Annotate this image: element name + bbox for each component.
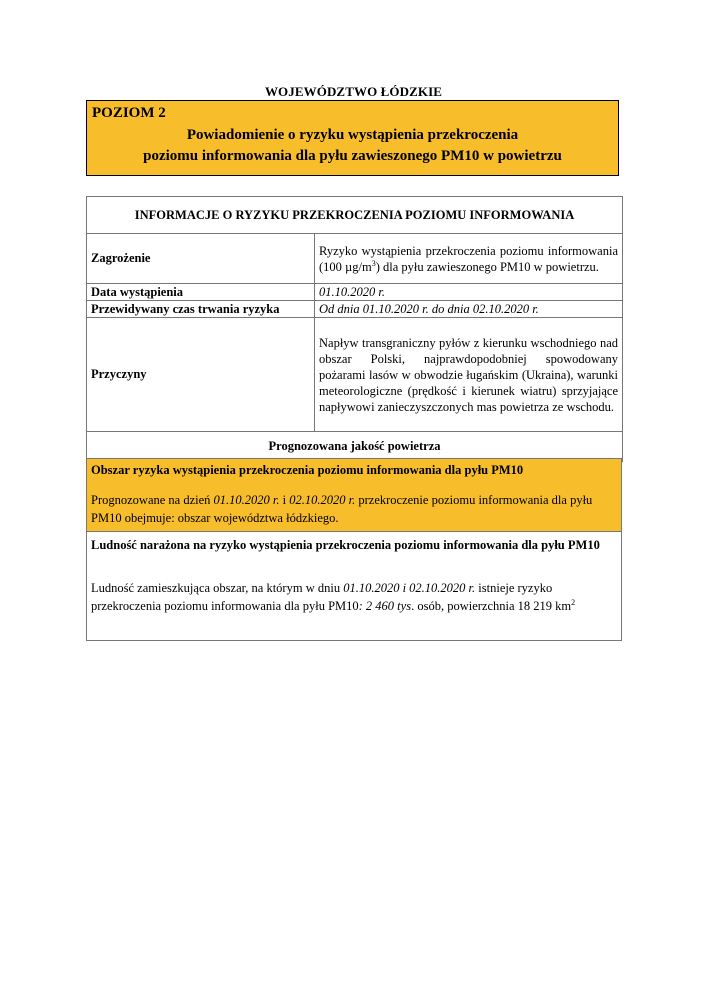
table-title: INFORMACJE O RYZYKU PRZEKROCZENIA POZIOMU INFORMOWANIA [87, 197, 623, 234]
level-banner [86, 100, 619, 176]
row-label-date: Data wystąpienia [87, 284, 315, 301]
subtitle-line-2: poziomu informowania dla pyłu zawieszonego PM10 w powietrzu [143, 148, 562, 164]
risk-area-title: Obszar ryzyka wystąpienia przekroczenia poziomu informowania dla pyłu PM10 [91, 463, 524, 477]
risk-info-table [86, 196, 623, 462]
row-value-duration: Od dnia 01.10.2020 r. do dnia 02.10.2020 r. [315, 301, 623, 318]
risk-area-section [86, 458, 622, 532]
row-label-threat: Zagrożenie [87, 234, 315, 284]
risk-area-text: Prognozowane na dzień 01.10.2020 r. i 02.10.2020 r. przekroczenie poziomu informowania dla pyłu PM10 obejmuje: obszar województwa łódzkiego. [91, 493, 593, 525]
region-title: WOJEWÓDZTWO ŁÓDZKIE [264, 84, 443, 99]
population-text: Ludność zamieszkująca obszar, na którym w dniu 01.10.2020 i 02.10.2020 r. istnieje ryzyko przekroczenia poziomu informowania dla pyłu PM10: 2 460 tys. osób, powierzchnia 18 219 $km^2$ [91, 581, 576, 613]
forecast-header: Prognozowana jakość powietrza [87, 432, 623, 462]
row-value-causes: Napływ transgraniczny pyłów z kierunku wschodniego nad obszar Polski, najprawdopodobniej spowodowany pożarami lasów w obwodzie ługańskim (Ukraina), warunki meteorologiczne (prędkość i kierunek wiatru) sprzyjające napływowi zanieczyszczonych mas powietrza ze wschodu. [315, 318, 623, 432]
subtitle-line-1: Powiadomienie o ryzyku wystąpienia przekroczenia [186, 127, 519, 143]
row-value-threat: Ryzyko wystąpienia przekroczenia poziomu informowania (100 $\mu g/m^3$) dla pyłu zawieszonego PM10 w powietrzu. [315, 234, 623, 284]
row-label-duration: Przewidywany czas trwania ryzyka [87, 301, 315, 318]
level-label: POZIOM 2 [92, 105, 166, 121]
banner-subtitle [87, 125, 618, 167]
population-section [86, 531, 622, 641]
population-title: Ludność narażona na ryzyko wystąpienia przekroczenia poziomu informowania dla pyłu PM10 [91, 538, 600, 552]
row-value-date: 01.10.2020 r. [315, 284, 623, 301]
row-label-causes: Przyczyny [87, 318, 315, 432]
